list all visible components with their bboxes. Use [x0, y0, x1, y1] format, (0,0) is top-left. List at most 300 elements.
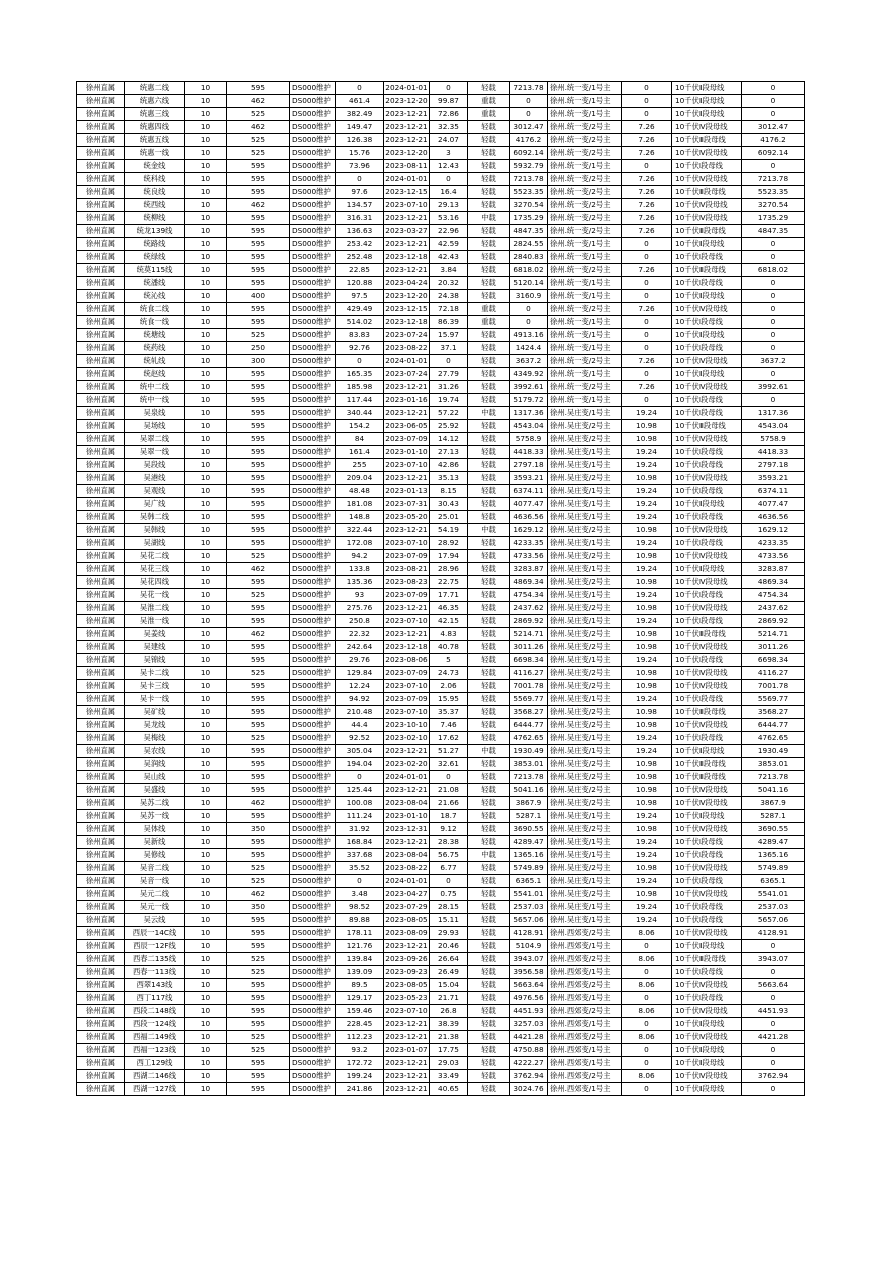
model-cell: DS000维护 — [290, 862, 336, 875]
max-load-cell: 172.72 — [336, 1057, 384, 1070]
voltage-cell: 10 — [185, 1070, 227, 1083]
load-rate-cell: 5 — [430, 654, 468, 667]
line-name-cell: 吴音二线 — [125, 862, 185, 875]
company-cell: 徐州直属 — [77, 771, 125, 784]
transformer-cell: 徐州.西郊变/1号主 — [548, 966, 622, 979]
bus-section-cell: 10千伏Ⅱ段母线 — [672, 1083, 742, 1096]
max-load-cell: 242.64 — [336, 641, 384, 654]
model-cell: DS000维护 — [290, 381, 336, 394]
line-name-cell: 统科线 — [125, 173, 185, 186]
rated-capacity-cell: 462 — [227, 95, 290, 108]
bus-section-cell: 10千伏Ⅰ段母线 — [672, 511, 742, 524]
model-cell: DS000维护 — [290, 823, 336, 836]
table-row — [77, 615, 805, 628]
load-rate-cell: 17.62 — [430, 732, 468, 745]
rated-capacity-cell: 595 — [227, 771, 290, 784]
max-load-date-cell: 2023-12-20 — [384, 147, 430, 160]
transformer-value-cell: 7.26 — [622, 303, 672, 316]
bus-available-cell: 0 — [742, 277, 805, 290]
load-rate-cell: 21.08 — [430, 784, 468, 797]
transformer-value-cell: 10.98 — [622, 771, 672, 784]
line-name-cell: 吴润线 — [125, 758, 185, 771]
transformer-value-cell: 0 — [622, 1018, 672, 1031]
company-cell: 徐州直属 — [77, 342, 125, 355]
max-load-cell: 92.76 — [336, 342, 384, 355]
rated-capacity-cell: 595 — [227, 303, 290, 316]
load-status-cell: 重载 — [468, 108, 510, 121]
rated-capacity-cell: 525 — [227, 862, 290, 875]
bus-section-cell: 10千伏Ⅱ段母线 — [672, 745, 742, 758]
bus-section-cell: 10千伏Ⅰ段母线 — [672, 589, 742, 602]
rated-capacity-cell: 595 — [227, 433, 290, 446]
transformer-cell: 徐州.统一变/2号主 — [548, 303, 622, 316]
max-load-cell: 83.83 — [336, 329, 384, 342]
available-capacity-cell: 2840.83 — [510, 251, 548, 264]
available-capacity-cell: 5104.9 — [510, 940, 548, 953]
max-load-date-cell: 2023-07-29 — [384, 901, 430, 914]
bus-available-cell: 5523.35 — [742, 186, 805, 199]
bus-section-cell: 10千伏Ⅳ段母线 — [672, 823, 742, 836]
rated-capacity-cell: 595 — [227, 212, 290, 225]
transformer-cell: 徐州.吴庄变/1号主 — [548, 810, 622, 823]
load-status-cell: 轻载 — [468, 1044, 510, 1057]
line-name-cell: 吴韩二线 — [125, 511, 185, 524]
transformer-value-cell: 10.98 — [622, 420, 672, 433]
bus-available-cell: 0 — [742, 160, 805, 173]
voltage-cell: 10 — [185, 199, 227, 212]
voltage-cell: 10 — [185, 173, 227, 186]
transformer-value-cell: 0 — [622, 108, 672, 121]
transformer-value-cell: 7.26 — [622, 225, 672, 238]
rated-capacity-cell: 350 — [227, 901, 290, 914]
transformer-cell: 徐州.统一变/1号主 — [548, 160, 622, 173]
load-rate-cell: 25.01 — [430, 511, 468, 524]
max-load-date-cell: 2023-07-10 — [384, 680, 430, 693]
max-load-date-cell: 2024-01-01 — [384, 771, 430, 784]
bus-section-cell: 10千伏Ⅰ段母线 — [672, 693, 742, 706]
load-status-cell: 轻载 — [468, 342, 510, 355]
model-cell: DS000维护 — [290, 199, 336, 212]
transformer-value-cell: 19.24 — [622, 745, 672, 758]
voltage-cell: 10 — [185, 368, 227, 381]
bus-section-cell: 10千伏Ⅳ段母线 — [672, 602, 742, 615]
load-status-cell: 轻载 — [468, 134, 510, 147]
max-load-cell: 0 — [336, 355, 384, 368]
available-capacity-cell: 4636.56 — [510, 511, 548, 524]
load-rate-cell: 33.49 — [430, 1070, 468, 1083]
transformer-cell: 徐州.统一变/1号主 — [548, 342, 622, 355]
voltage-cell: 10 — [185, 667, 227, 680]
available-capacity-cell: 6365.1 — [510, 875, 548, 888]
max-load-date-cell: 2023-12-31 — [384, 823, 430, 836]
load-status-cell: 轻载 — [468, 823, 510, 836]
rated-capacity-cell: 595 — [227, 524, 290, 537]
load-rate-cell: 15.04 — [430, 979, 468, 992]
company-cell: 徐州直属 — [77, 1057, 125, 1070]
max-load-cell: 159.46 — [336, 1005, 384, 1018]
bus-available-cell: 0 — [742, 966, 805, 979]
max-load-cell: 275.76 — [336, 602, 384, 615]
transformer-cell: 徐州.吴庄变/1号主 — [548, 654, 622, 667]
load-rate-cell: 20.32 — [430, 277, 468, 290]
transformer-value-cell: 19.24 — [622, 849, 672, 862]
voltage-cell: 10 — [185, 381, 227, 394]
company-cell: 徐州直属 — [77, 849, 125, 862]
bus-section-cell: 10千伏Ⅱ段母线 — [672, 329, 742, 342]
rated-capacity-cell: 595 — [227, 251, 290, 264]
transformer-cell: 徐州.统一变/1号主 — [548, 368, 622, 381]
transformer-value-cell: 10.98 — [622, 550, 672, 563]
transformer-value-cell: 7.26 — [622, 186, 672, 199]
rated-capacity-cell: 595 — [227, 160, 290, 173]
transformer-value-cell: 0 — [622, 394, 672, 407]
load-rate-cell: 0.75 — [430, 888, 468, 901]
max-load-cell: 84 — [336, 433, 384, 446]
voltage-cell: 10 — [185, 537, 227, 550]
table-row — [77, 992, 805, 1005]
max-load-cell: 136.63 — [336, 225, 384, 238]
bus-section-cell: 10千伏Ⅳ段母线 — [672, 147, 742, 160]
rated-capacity-cell: 595 — [227, 641, 290, 654]
table-row — [77, 849, 805, 862]
company-cell: 徐州直属 — [77, 264, 125, 277]
bus-available-cell: 4733.56 — [742, 550, 805, 563]
model-cell: DS000维护 — [290, 108, 336, 121]
table-row — [77, 1031, 805, 1044]
load-status-cell: 轻载 — [468, 238, 510, 251]
company-cell: 徐州直属 — [77, 784, 125, 797]
available-capacity-cell: 4762.65 — [510, 732, 548, 745]
line-name-cell: 吴姜线 — [125, 628, 185, 641]
bus-section-cell: 10千伏Ⅳ段母线 — [672, 303, 742, 316]
line-name-cell: 统良线 — [125, 186, 185, 199]
bus-section-cell: 10千伏Ⅲ段母线 — [672, 771, 742, 784]
transformer-value-cell: 10.98 — [622, 758, 672, 771]
line-name-cell: 吴山线 — [125, 771, 185, 784]
max-load-cell: 461.4 — [336, 95, 384, 108]
transformer-cell: 徐州.西郊变/2号主 — [548, 1070, 622, 1083]
available-capacity-cell: 5663.64 — [510, 979, 548, 992]
table-row — [77, 745, 805, 758]
model-cell: DS000维护 — [290, 82, 336, 95]
line-name-cell: 西春一113线 — [125, 966, 185, 979]
load-rate-cell: 14.12 — [430, 433, 468, 446]
bus-available-cell: 0 — [742, 316, 805, 329]
table-row — [77, 537, 805, 550]
load-rate-cell: 28.96 — [430, 563, 468, 576]
max-load-date-cell: 2024-01-01 — [384, 355, 430, 368]
max-load-cell: 97.5 — [336, 290, 384, 303]
model-cell: DS000维护 — [290, 472, 336, 485]
max-load-date-cell: 2023-12-21 — [384, 108, 430, 121]
transformer-value-cell: 10.98 — [622, 524, 672, 537]
company-cell: 徐州直属 — [77, 524, 125, 537]
line-name-cell: 西辰一12F线 — [125, 940, 185, 953]
max-load-cell: 340.44 — [336, 407, 384, 420]
load-status-cell: 轻载 — [468, 888, 510, 901]
table-row — [77, 186, 805, 199]
max-load-cell: 0 — [336, 875, 384, 888]
model-cell: DS000维护 — [290, 589, 336, 602]
line-name-cell: 吴元一线 — [125, 901, 185, 914]
load-status-cell: 轻载 — [468, 836, 510, 849]
company-cell: 徐州直属 — [77, 1031, 125, 1044]
transformer-value-cell: 7.26 — [622, 212, 672, 225]
load-status-cell: 轻载 — [468, 368, 510, 381]
transformer-cell: 徐州.西郊变/2号主 — [548, 953, 622, 966]
available-capacity-cell: 4349.92 — [510, 368, 548, 381]
bus-section-cell: 10千伏Ⅳ段母线 — [672, 199, 742, 212]
rated-capacity-cell: 595 — [227, 459, 290, 472]
available-capacity-cell: 7213.78 — [510, 173, 548, 186]
max-load-date-cell: 2023-12-21 — [384, 407, 430, 420]
bus-section-cell: 10千伏Ⅳ段母线 — [672, 784, 742, 797]
voltage-cell: 10 — [185, 329, 227, 342]
available-capacity-cell: 3762.94 — [510, 1070, 548, 1083]
load-rate-cell: 51.27 — [430, 745, 468, 758]
table-row — [77, 225, 805, 238]
voltage-cell: 10 — [185, 797, 227, 810]
voltage-cell: 10 — [185, 264, 227, 277]
model-cell: DS000维护 — [290, 641, 336, 654]
available-capacity-cell: 4976.56 — [510, 992, 548, 1005]
max-load-date-cell: 2023-07-09 — [384, 550, 430, 563]
model-cell: DS000维护 — [290, 485, 336, 498]
bus-available-cell: 5749.89 — [742, 862, 805, 875]
max-load-date-cell: 2023-08-06 — [384, 654, 430, 667]
max-load-date-cell: 2023-12-21 — [384, 745, 430, 758]
bus-available-cell: 0 — [742, 108, 805, 121]
rated-capacity-cell: 595 — [227, 654, 290, 667]
max-load-date-cell: 2023-07-09 — [384, 433, 430, 446]
load-rate-cell: 53.16 — [430, 212, 468, 225]
line-name-cell: 吴苏一线 — [125, 810, 185, 823]
table-row — [77, 602, 805, 615]
available-capacity-cell: 5541.01 — [510, 888, 548, 901]
load-rate-cell: 17.75 — [430, 1044, 468, 1057]
voltage-cell: 10 — [185, 940, 227, 953]
max-load-date-cell: 2023-12-21 — [384, 264, 430, 277]
transformer-value-cell: 10.98 — [622, 641, 672, 654]
bus-section-cell: 10千伏Ⅳ段母线 — [672, 979, 742, 992]
company-cell: 徐州直属 — [77, 1070, 125, 1083]
bus-available-cell: 4451.93 — [742, 1005, 805, 1018]
bus-available-cell: 0 — [742, 940, 805, 953]
available-capacity-cell: 0 — [510, 95, 548, 108]
table-row — [77, 914, 805, 927]
max-load-cell: 514.02 — [336, 316, 384, 329]
load-status-cell: 轻载 — [468, 485, 510, 498]
transformer-value-cell: 0 — [622, 316, 672, 329]
max-load-date-cell: 2023-09-23 — [384, 966, 430, 979]
model-cell: DS000维护 — [290, 173, 336, 186]
table-row — [77, 771, 805, 784]
load-status-cell: 轻载 — [468, 992, 510, 1005]
bus-available-cell: 0 — [742, 368, 805, 381]
load-status-cell: 轻载 — [468, 641, 510, 654]
max-load-cell: 149.47 — [336, 121, 384, 134]
model-cell: DS000维护 — [290, 303, 336, 316]
available-capacity-cell: 7213.78 — [510, 771, 548, 784]
transformer-value-cell: 8.06 — [622, 1070, 672, 1083]
line-name-cell: 吴泉线 — [125, 407, 185, 420]
company-cell: 徐州直属 — [77, 1005, 125, 1018]
transformer-cell: 徐州.西郊变/1号主 — [548, 1018, 622, 1031]
transformer-value-cell: 0 — [622, 238, 672, 251]
load-rate-cell: 35.13 — [430, 472, 468, 485]
bus-section-cell: 10千伏Ⅱ段母线 — [672, 498, 742, 511]
bus-available-cell: 0 — [742, 1083, 805, 1096]
load-rate-cell: 21.66 — [430, 797, 468, 810]
bus-available-cell: 0 — [742, 992, 805, 1005]
transformer-value-cell: 10.98 — [622, 472, 672, 485]
table-row — [77, 680, 805, 693]
rated-capacity-cell: 595 — [227, 979, 290, 992]
max-load-cell: 98.52 — [336, 901, 384, 914]
load-status-cell: 中载 — [468, 524, 510, 537]
max-load-cell: 93 — [336, 589, 384, 602]
transformer-cell: 徐州.统一变/1号主 — [548, 82, 622, 95]
bus-available-cell: 6365.1 — [742, 875, 805, 888]
line-name-cell: 吴龙线 — [125, 719, 185, 732]
rated-capacity-cell: 350 — [227, 823, 290, 836]
transformer-value-cell: 0 — [622, 1044, 672, 1057]
rated-capacity-cell: 525 — [227, 875, 290, 888]
bus-section-cell: 10千伏Ⅳ段母线 — [672, 524, 742, 537]
available-capacity-cell: 4233.35 — [510, 537, 548, 550]
bus-available-cell: 3012.47 — [742, 121, 805, 134]
model-cell: DS000维护 — [290, 342, 336, 355]
table-row — [77, 1070, 805, 1083]
model-cell: DS000维护 — [290, 810, 336, 823]
transformer-value-cell: 19.24 — [622, 459, 672, 472]
bus-available-cell: 4869.34 — [742, 576, 805, 589]
table-row — [77, 576, 805, 589]
available-capacity-cell: 4418.33 — [510, 446, 548, 459]
max-load-cell: 199.24 — [336, 1070, 384, 1083]
max-load-cell: 139.84 — [336, 953, 384, 966]
company-cell: 徐州直属 — [77, 927, 125, 940]
available-capacity-cell: 4847.35 — [510, 225, 548, 238]
transformer-cell: 徐州.统一变/1号主 — [548, 95, 622, 108]
table-row — [77, 264, 805, 277]
load-status-cell: 中载 — [468, 745, 510, 758]
transformer-value-cell: 10.98 — [622, 602, 672, 615]
bus-section-cell: 10千伏Ⅰ段母线 — [672, 277, 742, 290]
bus-section-cell: 10千伏Ⅳ段母线 — [672, 667, 742, 680]
bus-section-cell: 10千伏Ⅰ段母线 — [672, 966, 742, 979]
model-cell: DS000维护 — [290, 277, 336, 290]
company-cell: 徐州直属 — [77, 901, 125, 914]
load-status-cell: 轻载 — [468, 199, 510, 212]
model-cell: DS000维护 — [290, 667, 336, 680]
transformer-cell: 徐州.吴庄变/1号主 — [548, 511, 622, 524]
line-name-cell: 统惠六线 — [125, 95, 185, 108]
company-cell: 徐州直属 — [77, 420, 125, 433]
line-name-cell: 统惠四线 — [125, 121, 185, 134]
available-capacity-cell: 5932.79 — [510, 160, 548, 173]
max-load-cell: 125.44 — [336, 784, 384, 797]
bus-section-cell: 10千伏Ⅲ段母线 — [672, 758, 742, 771]
bus-section-cell: 10千伏Ⅳ段母线 — [672, 927, 742, 940]
max-load-date-cell: 2023-05-23 — [384, 992, 430, 1005]
transformer-cell: 徐州.吴庄变/1号主 — [548, 693, 622, 706]
load-rate-cell: 42.86 — [430, 459, 468, 472]
available-capacity-cell: 4421.28 — [510, 1031, 548, 1044]
voltage-cell: 10 — [185, 680, 227, 693]
line-name-cell: 统惠一线 — [125, 147, 185, 160]
load-rate-cell: 26.64 — [430, 953, 468, 966]
table-row — [77, 381, 805, 394]
available-capacity-cell: 2869.92 — [510, 615, 548, 628]
model-cell: DS000维护 — [290, 693, 336, 706]
transformer-value-cell: 19.24 — [622, 498, 672, 511]
line-name-cell: 吴农线 — [125, 745, 185, 758]
table-row — [77, 1083, 805, 1096]
transformer-cell: 徐州.统一变/1号主 — [548, 238, 622, 251]
load-status-cell: 中载 — [468, 212, 510, 225]
load-status-cell: 轻载 — [468, 173, 510, 186]
transformer-value-cell: 0 — [622, 992, 672, 1005]
model-cell: DS000维护 — [290, 979, 336, 992]
transformer-value-cell: 19.24 — [622, 875, 672, 888]
model-cell: DS000维护 — [290, 550, 336, 563]
load-rate-cell: 35.37 — [430, 706, 468, 719]
table-row — [77, 407, 805, 420]
max-load-cell: 250.8 — [336, 615, 384, 628]
available-capacity-cell: 4543.04 — [510, 420, 548, 433]
load-rate-cell: 31.26 — [430, 381, 468, 394]
bus-available-cell: 3762.94 — [742, 1070, 805, 1083]
company-cell: 徐州直属 — [77, 875, 125, 888]
rated-capacity-cell: 462 — [227, 797, 290, 810]
max-load-date-cell: 2023-12-18 — [384, 641, 430, 654]
model-cell: DS000维护 — [290, 836, 336, 849]
transformer-cell: 徐州.吴庄变/1号主 — [548, 498, 622, 511]
max-load-date-cell: 2023-08-09 — [384, 927, 430, 940]
rated-capacity-cell: 595 — [227, 719, 290, 732]
load-status-cell: 轻载 — [468, 1070, 510, 1083]
table-body — [77, 82, 805, 1096]
max-load-cell: 129.84 — [336, 667, 384, 680]
transformer-cell: 徐州.吴庄变/1号主 — [548, 732, 622, 745]
transformer-value-cell: 7.26 — [622, 264, 672, 277]
transformer-cell: 徐州.吴庄变/1号主 — [548, 485, 622, 498]
available-capacity-cell: 4077.47 — [510, 498, 548, 511]
bus-section-cell: 10千伏Ⅲ段母线 — [672, 420, 742, 433]
bus-section-cell: 10千伏Ⅱ段母线 — [672, 290, 742, 303]
rated-capacity-cell: 595 — [227, 485, 290, 498]
transformer-value-cell: 19.24 — [622, 914, 672, 927]
model-cell: DS000维护 — [290, 147, 336, 160]
line-name-cell: 西福一123线 — [125, 1044, 185, 1057]
company-cell: 徐州直属 — [77, 563, 125, 576]
available-capacity-cell: 4869.34 — [510, 576, 548, 589]
available-capacity-cell: 3270.54 — [510, 199, 548, 212]
load-status-cell: 轻载 — [468, 160, 510, 173]
max-load-date-cell: 2023-12-18 — [384, 251, 430, 264]
max-load-cell: 93.2 — [336, 1044, 384, 1057]
line-name-cell: 吴翠二线 — [125, 433, 185, 446]
transformer-value-cell: 0 — [622, 95, 672, 108]
transformer-cell: 徐州.统一变/1号主 — [548, 251, 622, 264]
bus-available-cell: 4077.47 — [742, 498, 805, 511]
rated-capacity-cell: 595 — [227, 784, 290, 797]
company-cell: 徐州直属 — [77, 407, 125, 420]
bus-available-cell: 0 — [742, 303, 805, 316]
company-cell: 徐州直属 — [77, 888, 125, 901]
model-cell: DS000维护 — [290, 290, 336, 303]
